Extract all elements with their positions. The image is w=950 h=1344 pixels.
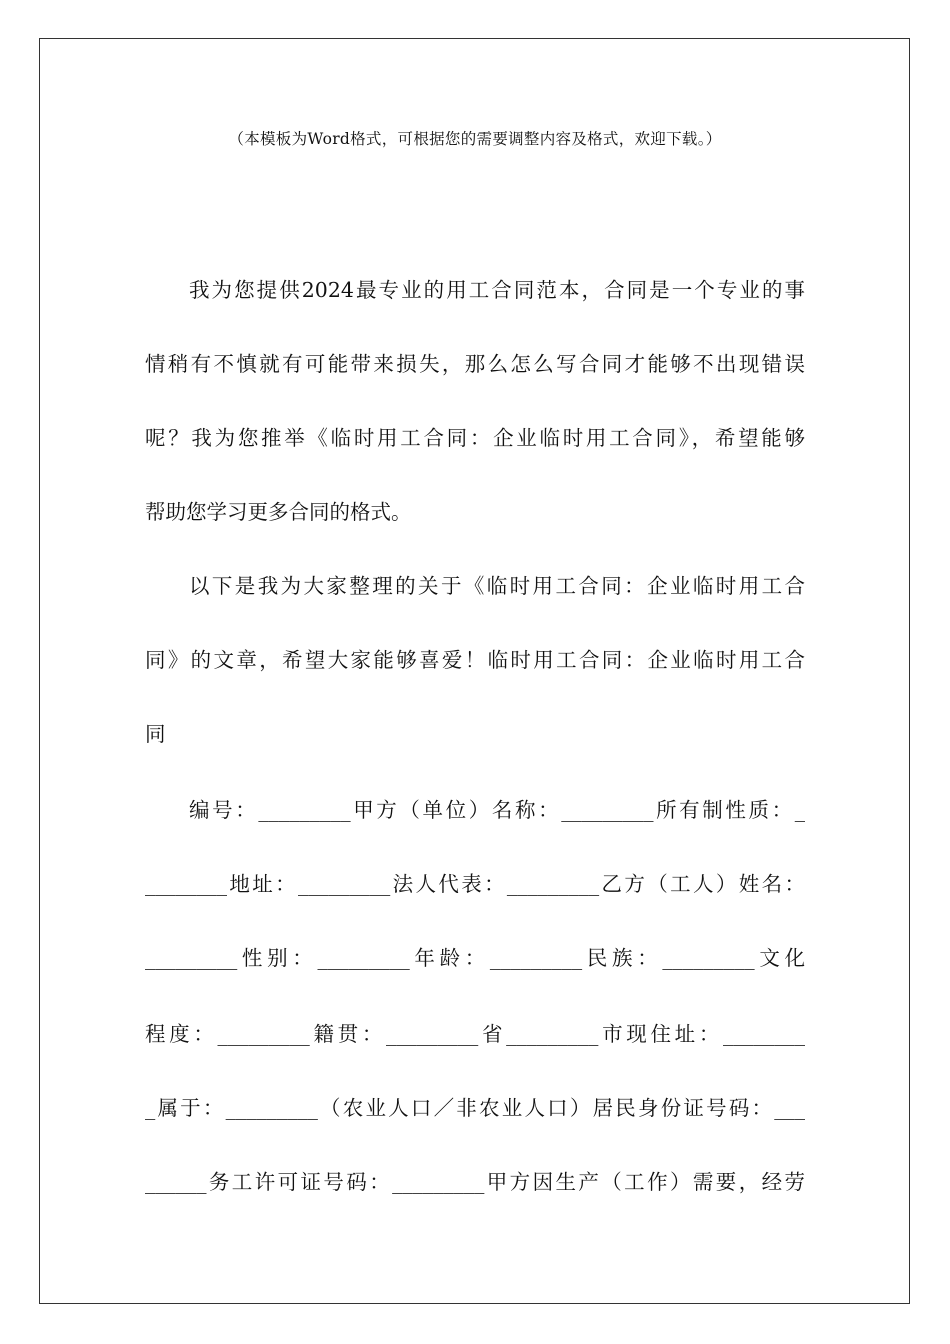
contract-fields-line-2: ________地址：_________法人代表：_________乙方（工人）姓名：: [145, 872, 805, 896]
contract-fields-line-3: _________性别：_________年龄：_________民族：_________文化: [145, 946, 805, 970]
template-note: （本模板为Word格式，可根据您的需要调整内容及格式，欢迎下载。）: [228, 130, 722, 148]
contract-fields-line-6: ______务工许可证号码：_________甲方因生产（工作）需要，经劳: [145, 1170, 805, 1194]
paragraph-1-line-2: 情稍有不慎就有可能带来损失，那么怎么写合同才能够不出现错误: [145, 352, 805, 376]
contract-fields-line-4: 程度：_________籍贯：_________省_________市现住址：________: [145, 1022, 805, 1046]
paragraph-1-line-3: 呢？我为您推举《临时用工合同：企业临时用工合同》，希望能够: [145, 426, 805, 450]
paragraph-2-line-1: 以下是我为大家整理的关于《临时用工合同：企业临时用工合: [189, 574, 805, 598]
contract-fields-line-1: 编号：_________甲方（单位）名称：_________所有制性质：_: [189, 798, 805, 822]
paragraph-1-line-1: 我为您提供2024最专业的用工合同范本，合同是一个专业的事: [189, 278, 805, 302]
contract-fields-line-5: _属于：_________（农业人口／非农业人口）居民身份证号码：___: [145, 1096, 805, 1120]
paragraph-2-line-2: 同》的文章，希望大家能够喜爱！临时用工合同：企业临时用工合: [145, 648, 805, 672]
paragraph-2-line-3: 同: [145, 722, 166, 746]
paragraph-1-line-4: 帮助您学习更多合同的格式。: [145, 500, 412, 524]
